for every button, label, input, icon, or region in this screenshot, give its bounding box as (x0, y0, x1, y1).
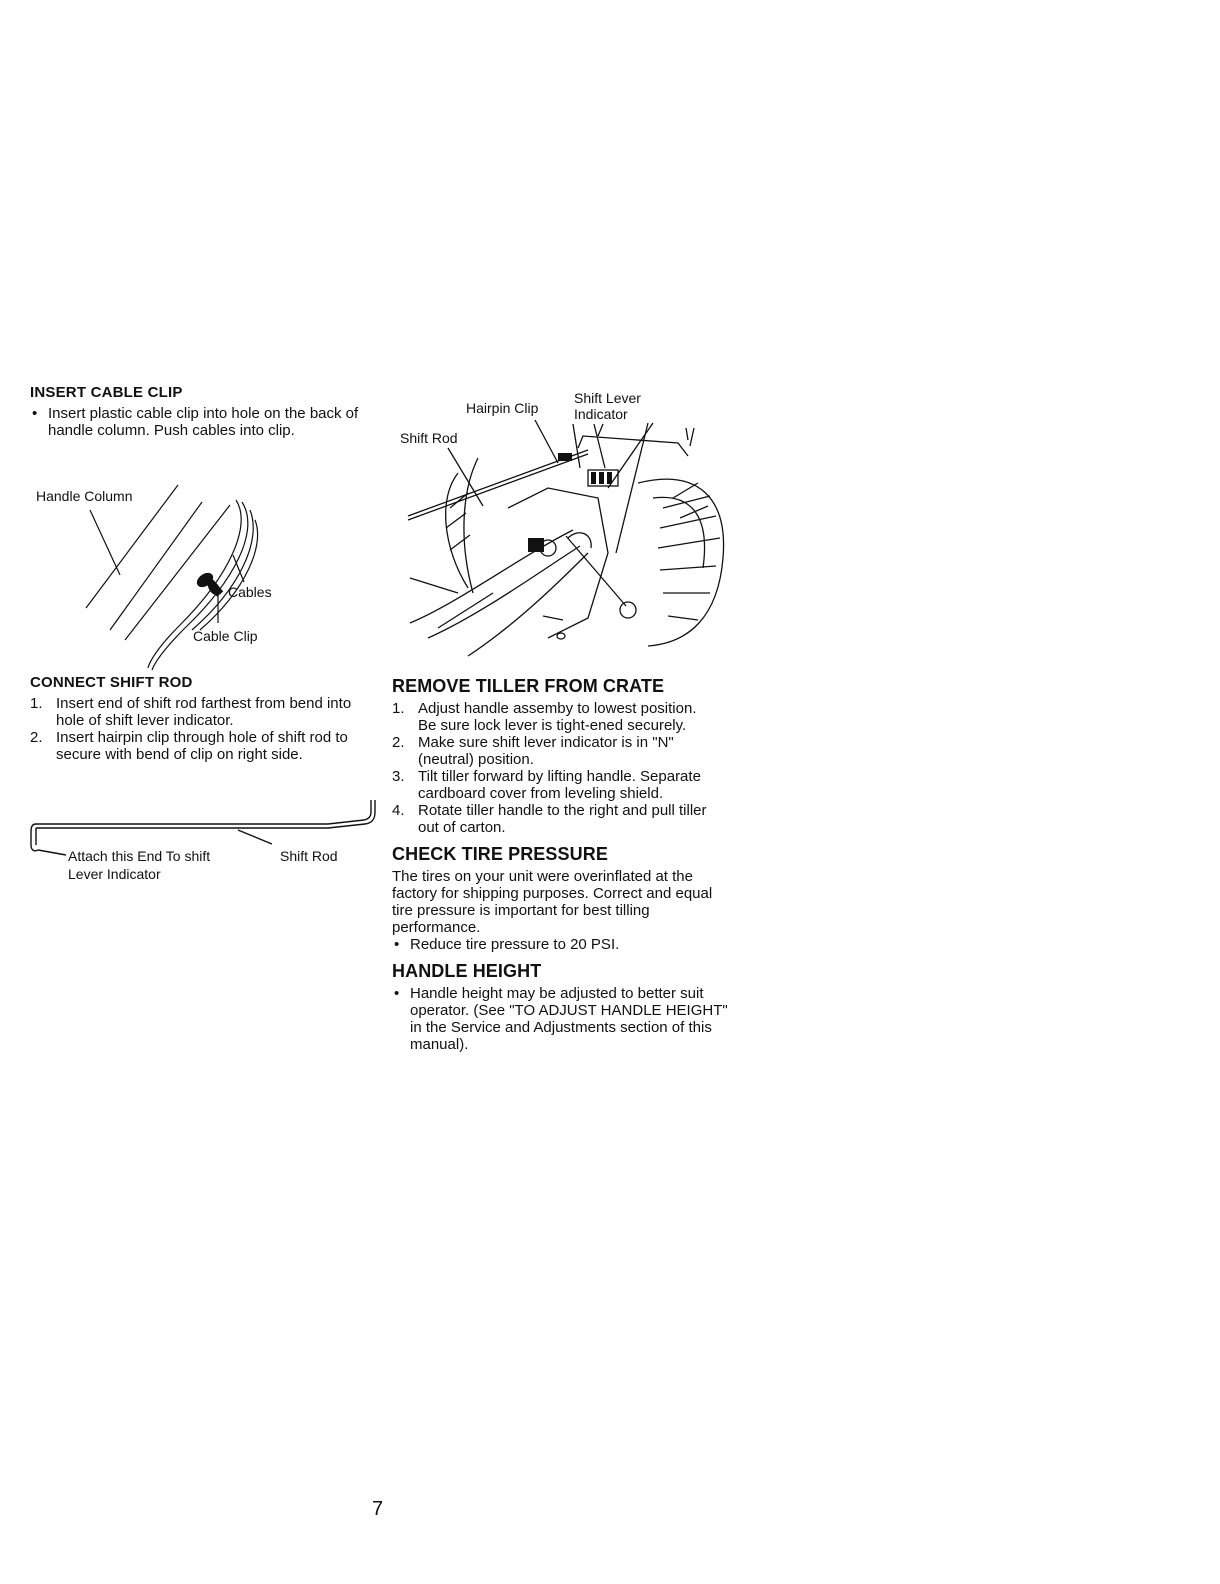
figure-shift-rod (28, 800, 378, 890)
label-hairpin-clip: Hairpin Clip (466, 400, 539, 416)
label-shift-lever-2: Indicator (574, 406, 628, 422)
label-handle-column: Handle Column (36, 488, 133, 504)
step-1 (30, 695, 365, 729)
bullet-insert-cable-clip (30, 405, 373, 439)
step-2 (392, 734, 707, 768)
step-2 (30, 729, 365, 763)
step-text: Insert hairpin clip through hole of shift rod to secure with bend of clip on right side. (56, 729, 348, 763)
heading-remove-tiller: REMOVE TILLER FROM CRATE (392, 676, 665, 696)
figure-tiller (398, 388, 738, 656)
bullet-reduce-pressure (392, 936, 732, 953)
heading-handle-height: HANDLE HEIGHT (392, 961, 542, 981)
section-connect-shift-rod (30, 674, 375, 763)
label-attach-end-2: Lever Indicator (68, 866, 161, 882)
step-number: 1. (392, 700, 405, 717)
check-tire-section (392, 868, 732, 953)
step-number: 2. (392, 734, 405, 751)
label-attach-end-1: Attach this End To shift (68, 848, 211, 864)
bullet-mark: • (32, 405, 38, 422)
bullet-mark: • (394, 985, 400, 1002)
step-3 (392, 768, 707, 802)
check-tire-paragraph: The tires on your unit were overinflated at the factory for shipping purposes. Correct and equal tire pressure is important for best tilling performance. (392, 868, 713, 936)
page-number: 7 (372, 1498, 384, 1520)
cable-clip-drawing (30, 480, 350, 670)
left-column (30, 384, 375, 439)
bullet-text: Reduce tire pressure to 20 PSI. (410, 936, 620, 953)
steps-connect-shift-rod (30, 695, 365, 763)
heading-connect-shift-rod: CONNECT SHIFT ROD (30, 674, 193, 691)
bullet-handle-height (392, 985, 730, 1053)
label-cables: Cables (228, 584, 272, 600)
step-number: 3. (392, 768, 405, 785)
right-column (392, 676, 737, 1053)
figure-cable-clip (30, 480, 350, 670)
tiller-drawing (398, 388, 738, 656)
step-text: Insert end of shift rod farthest from bend into hole of shift lever indicator. (56, 695, 352, 729)
label-shift-lever-1: Shift Lever (574, 390, 641, 406)
step-number: 4. (392, 802, 405, 819)
step-text: Adjust handle assemby to lowest position. Be sure lock lever is tight-ened securely. (418, 700, 697, 734)
label-cable-clip: Cable Clip (193, 628, 258, 644)
label-shift-rod: Shift Rod (280, 848, 338, 864)
heading-insert-cable-clip: INSERT CABLE CLIP (30, 384, 183, 401)
step-text: Rotate tiller handle to the right and pull tiller out of carton. (418, 802, 707, 836)
bullet-text: Insert plastic cable clip into hole on the back of handle column. Push cables into clip. (48, 405, 359, 439)
steps-remove-tiller (392, 700, 707, 836)
step-number: 1. (30, 695, 43, 712)
step-text: Make sure shift lever indicator is in "N" (neutral) position. (418, 734, 674, 768)
heading-check-tire-pressure: CHECK TIRE PRESSURE (392, 844, 608, 864)
step-number: 2. (30, 729, 43, 746)
label-shift-rod-fig3: Shift Rod (400, 430, 458, 446)
bullet-text: Handle height may be adjusted to better suit operator. (See "TO ADJUST HANDLE HEIGHT" in the Service and Adjustments section of this manual). (410, 985, 728, 1053)
step-text: Tilt tiller forward by lifting handle. Separate cardboard cover from leveling shield. (418, 768, 701, 802)
step-1 (392, 700, 707, 734)
bullet-mark: • (394, 936, 400, 953)
step-4 (392, 802, 707, 836)
